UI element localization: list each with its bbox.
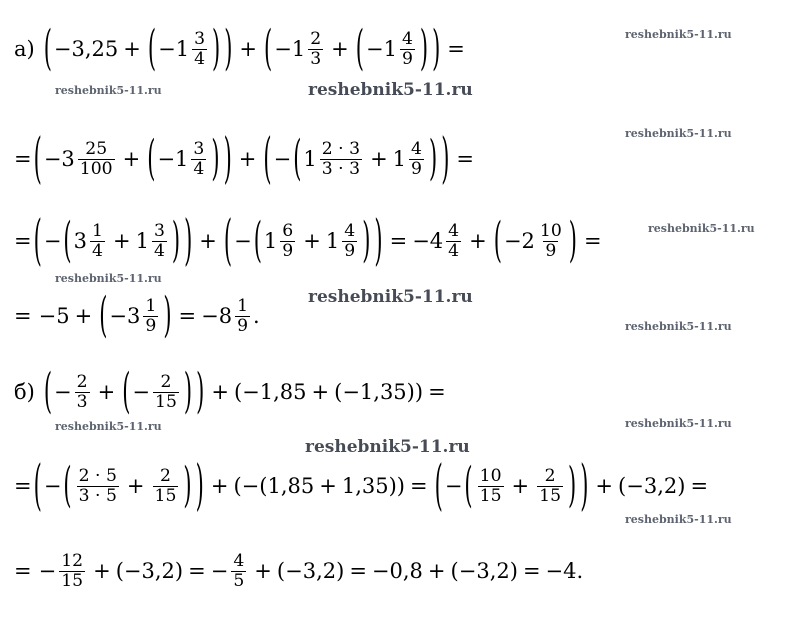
paren-close: )	[414, 379, 424, 404]
fraction: $\frac{2}{3}$	[310, 29, 322, 69]
plus-sign: +	[123, 36, 141, 61]
fraction: $\frac{2}{15}$	[154, 466, 177, 506]
equals-sign: =	[456, 146, 475, 171]
paren-open: (	[147, 130, 156, 185]
paren-open: (	[450, 558, 459, 583]
equals-sign: =	[178, 303, 197, 328]
decimal-value: −0,8	[371, 558, 423, 583]
equals-sign: =	[14, 558, 32, 583]
plus-sign: +	[211, 379, 229, 404]
paren-open: (	[43, 20, 52, 75]
paren-close: )	[432, 20, 441, 75]
plus-sign: +	[595, 473, 614, 498]
plus-sign: +	[122, 146, 141, 171]
paren-close: )	[195, 453, 204, 516]
paren-open: (	[618, 473, 627, 498]
paren-close: )	[183, 457, 192, 512]
fraction: $\frac{4}{9}$	[344, 221, 356, 261]
integer-part: −1	[157, 146, 189, 171]
equals-sign: =	[410, 473, 428, 498]
problem-b-line-2	[14, 453, 713, 516]
paren-close: )	[580, 453, 589, 516]
plus-sign: +	[331, 36, 349, 61]
problem-a-line-3	[14, 208, 607, 271]
fraction: $\frac{4}{9}$	[401, 29, 413, 69]
paren-close: )	[362, 212, 371, 267]
minus-sign: −	[43, 228, 62, 253]
mixed-number	[393, 140, 427, 178]
minus-sign: −	[43, 473, 62, 498]
minus-sign: −	[210, 558, 229, 583]
paren-close: )	[429, 130, 438, 185]
watermark: reshebnik5-11.ru	[625, 320, 732, 333]
fraction: $\frac{4}{5}$	[233, 551, 245, 591]
paren-open: (	[43, 363, 53, 418]
paren-close: )	[171, 212, 181, 267]
paren-open: (	[115, 558, 124, 583]
integer-part: 1	[325, 228, 340, 253]
equals-sign: =	[188, 558, 206, 583]
plus-sign: +	[239, 36, 258, 61]
fraction: $\frac{2}{3}$	[76, 372, 88, 412]
paren-close: )	[174, 558, 184, 583]
plus-sign: +	[254, 558, 272, 583]
integer-part: −1	[274, 36, 306, 61]
mixed-number	[504, 222, 567, 260]
paren-open: (	[223, 208, 233, 271]
equals-sign: =	[14, 146, 32, 171]
period: .	[253, 303, 260, 328]
fraction: $\frac{1}{9}$	[145, 296, 157, 336]
plus-sign: +	[311, 379, 330, 404]
fraction: $\frac{6}{9}$	[282, 221, 294, 261]
equals-sign: =	[349, 558, 367, 583]
decimal-value: −3,2	[123, 558, 175, 583]
paren-open: (	[276, 558, 286, 583]
mixed-number	[157, 140, 209, 178]
decimal-value: 1,85	[267, 473, 315, 498]
paren-open: (	[263, 126, 272, 189]
watermark: reshebnik5-11.ru	[308, 287, 473, 307]
paren-close: )	[677, 473, 686, 498]
equals-sign: =	[14, 473, 32, 498]
equals-sign: =	[584, 228, 602, 253]
paren-close: )	[568, 457, 577, 512]
paren-open: (	[122, 363, 131, 418]
minus-sign: −	[38, 558, 57, 583]
paren-close: )	[211, 130, 220, 185]
paren-open: (	[434, 453, 443, 516]
paren-close: )	[388, 473, 397, 498]
paren-open: (	[63, 457, 72, 512]
paren-close: )	[374, 208, 383, 271]
minus-sign: −	[54, 379, 72, 404]
equals-sign: =	[428, 379, 446, 404]
paren-open: (	[33, 453, 42, 516]
integer-part: 1	[303, 146, 317, 171]
paren-close: )	[184, 208, 193, 271]
mixed-number	[264, 222, 298, 260]
problem-b-line-3	[14, 552, 583, 590]
decimal-value: −1,85	[242, 379, 307, 404]
minus-sign: −	[273, 146, 292, 171]
paren-open: (	[264, 20, 273, 75]
mixed-number	[412, 222, 464, 260]
plus-sign: +	[112, 228, 131, 253]
fraction: $\frac{3}{4}$	[194, 29, 206, 69]
fraction: $\frac{4}{9}$	[411, 139, 422, 179]
decimal-value: −1,35	[342, 379, 407, 404]
integer-part: −8	[201, 303, 233, 328]
equals-sign: =	[389, 228, 408, 253]
mixed-number	[326, 222, 360, 260]
decimal-value: −3,2	[626, 473, 678, 498]
fraction: $\frac{2}{15}$	[539, 466, 562, 506]
plus-sign: +	[126, 473, 145, 498]
fraction: $\frac{3}{4}$	[193, 139, 205, 179]
watermark: reshebnik5-11.ru	[625, 417, 732, 430]
equals-sign: =	[690, 473, 709, 498]
mixed-number-result	[201, 297, 253, 335]
paren-open: (	[233, 379, 243, 404]
fraction: $\frac{1}{9}$	[237, 296, 249, 336]
watermark: reshebnik5-11.ru	[308, 80, 473, 100]
integer-part: 1	[263, 228, 278, 253]
mixed-number	[274, 30, 326, 68]
watermark: reshebnik5-11.ru	[648, 222, 755, 235]
integer-part: −3	[43, 146, 75, 171]
integer-value: −5	[38, 303, 70, 328]
paren-close: )	[441, 126, 450, 189]
equals-sign: =	[447, 36, 465, 61]
mixed-number	[158, 30, 210, 68]
decimal-value: 1,35	[341, 473, 389, 498]
paren-open: (	[147, 20, 157, 75]
paren-close: )	[336, 558, 345, 583]
fraction: $\frac{2 \cdot 3}{3 \cdot 3}$	[321, 139, 361, 179]
paren-open: (	[464, 457, 473, 512]
minus-sign: −	[444, 473, 463, 498]
plus-sign: +	[370, 146, 388, 171]
plus-sign: +	[97, 379, 116, 404]
problem-label-a: а)	[14, 36, 35, 61]
final-result: −4.	[545, 558, 584, 583]
integer-part: 1	[392, 146, 407, 171]
plus-sign: +	[469, 228, 487, 253]
decimal-value: −3,2	[285, 558, 337, 583]
fraction: $\frac{2 \cdot 5}{3 \cdot 5}$	[78, 466, 117, 506]
watermark: reshebnik5-11.ru	[305, 437, 470, 457]
paren-open: (	[33, 208, 42, 271]
equals-sign: =	[14, 228, 32, 253]
paren-close: )	[183, 363, 193, 418]
mixed-number	[44, 140, 118, 178]
paren-open: (	[355, 20, 364, 75]
problem-b-line-1	[14, 363, 451, 418]
mixed-number	[74, 222, 108, 260]
decimal-value: −3,2	[458, 558, 510, 583]
paren-open: (	[33, 126, 42, 189]
problem-a-line-2	[14, 126, 479, 189]
watermark: reshebnik5-11.ru	[55, 272, 162, 285]
paren-close: )	[396, 473, 405, 498]
plus-sign: +	[427, 558, 446, 583]
plus-sign: +	[210, 473, 229, 498]
watermark: reshebnik5-11.ru	[55, 420, 162, 433]
paren-close: )	[406, 379, 415, 404]
integer-part: 1	[135, 228, 149, 253]
fraction: $\frac{10}{9}$	[539, 221, 562, 261]
plus-sign: +	[303, 228, 321, 253]
minus-sign: −	[241, 473, 260, 498]
paren-open: (	[63, 212, 72, 267]
fraction: $\frac{2}{15}$	[155, 372, 177, 412]
mixed-number	[136, 222, 170, 260]
paren-close: )	[223, 126, 232, 189]
paren-close: )	[509, 558, 518, 583]
integer-part: −1	[158, 36, 190, 61]
paren-close: )	[212, 20, 221, 75]
fraction: $\frac{4}{4}$	[448, 221, 460, 261]
paren-open: (	[233, 473, 242, 498]
fraction: $\frac{10}{15}$	[479, 466, 502, 506]
watermark: reshebnik5-11.ru	[625, 127, 732, 140]
problem-a-line-4	[14, 287, 260, 342]
integer-part: −2	[503, 228, 535, 253]
paren-open: (	[493, 212, 502, 267]
paren-close: )	[224, 20, 233, 75]
paren-open: (	[259, 473, 268, 498]
plus-sign: +	[511, 473, 530, 498]
decimal-value: −3,25	[53, 36, 119, 61]
watermark: reshebnik5-11.ru	[625, 28, 732, 41]
fraction: $\frac{12}{15}$	[61, 551, 84, 591]
mixed-number	[366, 30, 418, 68]
minus-sign: −	[132, 379, 151, 404]
integer-part: 3	[73, 228, 87, 253]
paren-close: )	[568, 212, 577, 267]
paren-close: )	[196, 363, 205, 418]
mixed-number	[109, 297, 161, 335]
integer-part: −4	[412, 228, 444, 253]
problem-label-b: б)	[14, 379, 35, 404]
paren-close: )	[163, 287, 172, 342]
problem-a-line-1	[14, 20, 470, 75]
plus-sign: +	[93, 558, 111, 583]
equals-sign: =	[522, 558, 541, 583]
fraction: $\frac{1}{4}$	[92, 221, 103, 261]
watermark: reshebnik5-11.ru	[625, 513, 732, 526]
paren-open: (	[253, 212, 262, 267]
paren-open: (	[99, 287, 108, 342]
minus-sign: −	[234, 228, 252, 253]
paren-open: (	[334, 379, 343, 404]
paren-open: (	[293, 130, 302, 185]
mixed-number	[303, 140, 365, 178]
integer-part: −1	[365, 36, 397, 61]
plus-sign: +	[238, 146, 257, 171]
integer-part: −3	[109, 303, 141, 328]
paren-close: )	[419, 20, 429, 75]
fraction: $\frac{25}{100}$	[79, 139, 113, 179]
equals-sign: =	[14, 303, 32, 328]
plus-sign: +	[74, 303, 93, 328]
plus-sign: +	[199, 228, 217, 253]
plus-sign: +	[319, 473, 337, 498]
watermark: reshebnik5-11.ru	[55, 84, 162, 97]
fraction: $\frac{3}{4}$	[153, 221, 165, 261]
